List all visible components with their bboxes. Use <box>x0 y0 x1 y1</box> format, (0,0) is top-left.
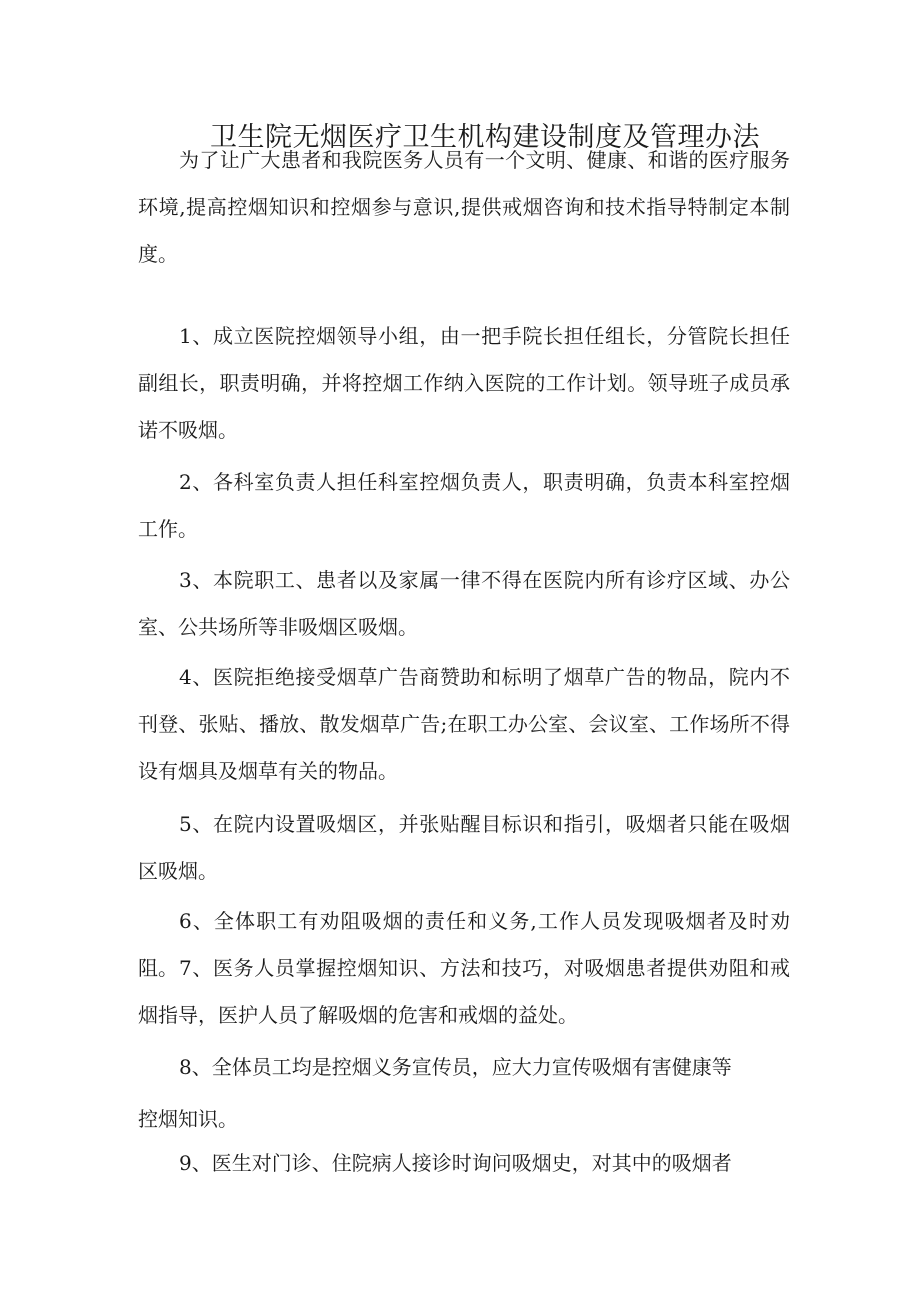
rule-item-9-line-1: 9、医生对门诊、住院病人接诊时询问吸烟史，对其中的吸烟者 <box>179 1151 732 1175</box>
rule-item-4: 4、医院拒绝接受烟草广告商赞助和标明了烟草广告的物品，院内不刊登、张贴、播放、散发烟草广告;在职工办公室、会议室、工作场所不得设有烟具及烟草有关的物品。 <box>138 665 790 783</box>
page-title: 卫生院无烟医疗卫生机构建设制度及管理办法 <box>210 122 760 153</box>
rule-item-2: 2、各科室负责人担任科室控烟负责人，职责明确，负责本科室控烟工作。 <box>138 470 790 541</box>
rule-item-7: 7、医务人员掌握控烟知识、方法和技巧，对吸烟患者提供劝阻和戒烟指导，医护人员了解吸烟的危害和戒烟的益处。 <box>138 956 790 1027</box>
rule-item-8-line-1: 8、全体员工均是控烟义务宣传员，应大力宣传吸烟有害健康等 <box>179 1055 732 1079</box>
rule-item-8-line-2: 控烟知识。 <box>138 1107 238 1131</box>
rule-item-6: 6、全体职工有劝阻吸烟的责任和义务,工作人员发现吸烟者及时劝阻。 <box>138 909 790 980</box>
intro-paragraph: 为了让广大患者和我院医务人员有一个文明、健康、和谐的医疗服务环境,提高控烟知识和控烟参与意识,提供戒烟咨询和技术指导特制定本制度。 <box>138 148 790 266</box>
rule-item-5: 5、在院内设置吸烟区，并张贴醒目标识和指引，吸烟者只能在吸烟区吸烟。 <box>138 812 790 883</box>
rule-item-3: 3、本院职工、患者以及家属一律不得在医院内所有诊疗区域、办公室、公共场所等非吸烟区吸烟。 <box>138 568 790 639</box>
rule-item-1: 1、成立医院控烟领导小组，由一把手院长担任组长，分管院长担任副组长，职责明确，并将控烟工作纳入医院的工作计划。领导班子成员承诺不吸烟。 <box>138 324 790 442</box>
